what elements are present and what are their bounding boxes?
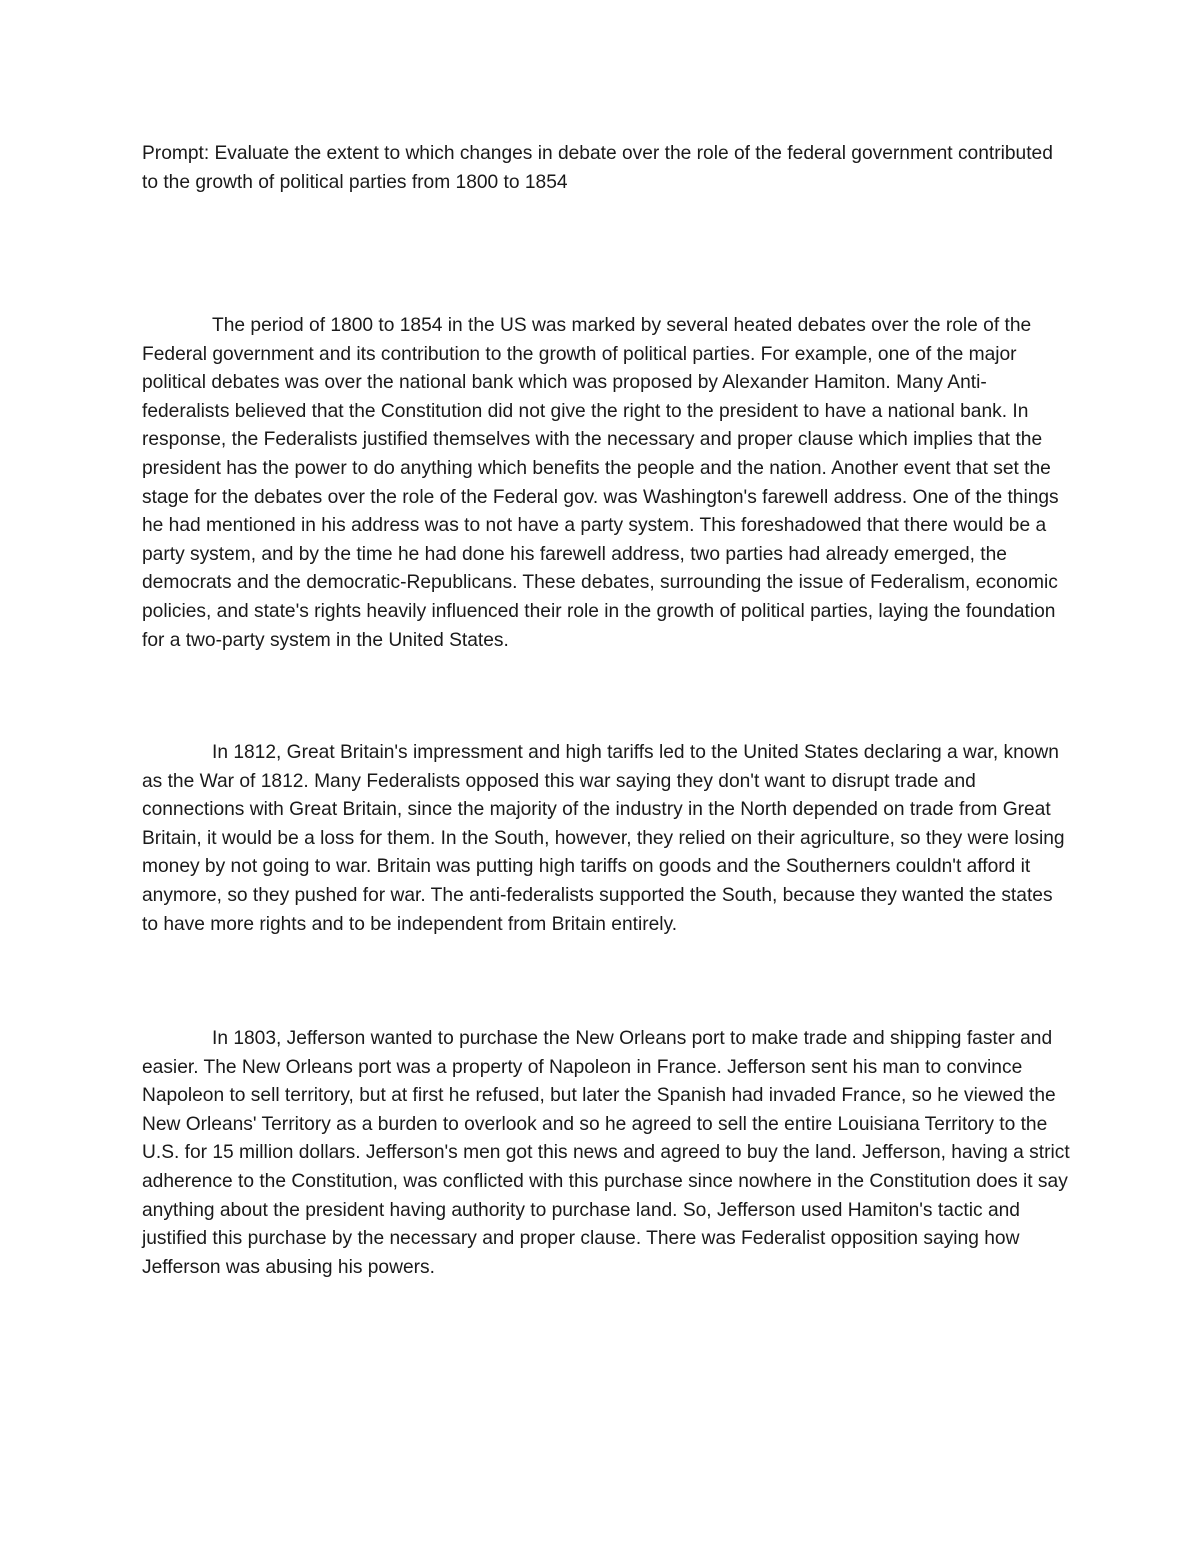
essay-prompt: Prompt: Evaluate the extent to which changes in debate over the role of the federal government contributed to the growth of political parties from 1800 to 1854 bbox=[142, 143, 1053, 193]
essay-paragraph-3: In 1803, Jefferson wanted to purchase the New Orleans port to make trade and shipping faster and easier. The New Orleans port was a property of Napoleon in France. Jefferson sent his man to convince Napoleon to sell territory, but at first he refused, but later the Spanish had invaded France, so he viewed the New Orleans' Territory as a burden to overlook and so he agreed to sell the entire Louisiana Territory to the U.S. for 15 million dollars. Jefferson's men got this news and agreed to buy the land. Jefferson, having a strict adherence to the Constitution, was conflicted with this purchase since nowhere in the Constitution does it say anything about the president having authority to purchase land. So, Jefferson used Hamiton's tactic and justified this purchase by the necessary and proper clause. There was Federalist opposition saying how Jefferson was abusing his powers. bbox=[142, 1028, 1070, 1278]
essay-paragraph-1: The period of 1800 to 1854 in the US was marked by several heated debates over the role of the Federal government and its contribution to the growth of political parties. For example, one of the major political debates was over the national bank which was proposed by Alexander Hamiton. Many Anti-federalists believed that the Constitution did not give the right to the president to have a national bank. In response, the Federalists justified themselves with the necessary and proper clause which implies that the president has the power to do anything which benefits the people and the nation. Another event that set the stage for the debates over the role of the Federal gov. was Washington's farewell address. One of the things he had mentioned in his address was to not have a party system. This foreshadowed that there would be a party system, and by the time he had done his farewell address, two parties had already emerged, the democrats and the democratic-Republicans. These debates, surrounding the issue of Federalism, economic policies, and state's rights heavily influenced their role in the growth of political parties, laying the foundation for a two-party system in the United States. bbox=[142, 315, 1059, 651]
essay-paragraph-2: In 1812, Great Britain's impressment and high tariffs led to the United States declaring a war, known as the War of 1812. Many Federalists opposed this war saying they don't want to disrupt trade and connections with Great Britain, since the majority of the industry in the North depended on trade from Great Britain, it would be a loss for them. In the South, however, they relied on their agriculture, so they were losing money by not going to war. Britain was putting high tariffs on goods and the Southerners couldn't afford it anymore, so they pushed for war. The anti-federalists supported the South, because they wanted the states to have more rights and to be independent from Britain entirely. bbox=[142, 742, 1065, 935]
